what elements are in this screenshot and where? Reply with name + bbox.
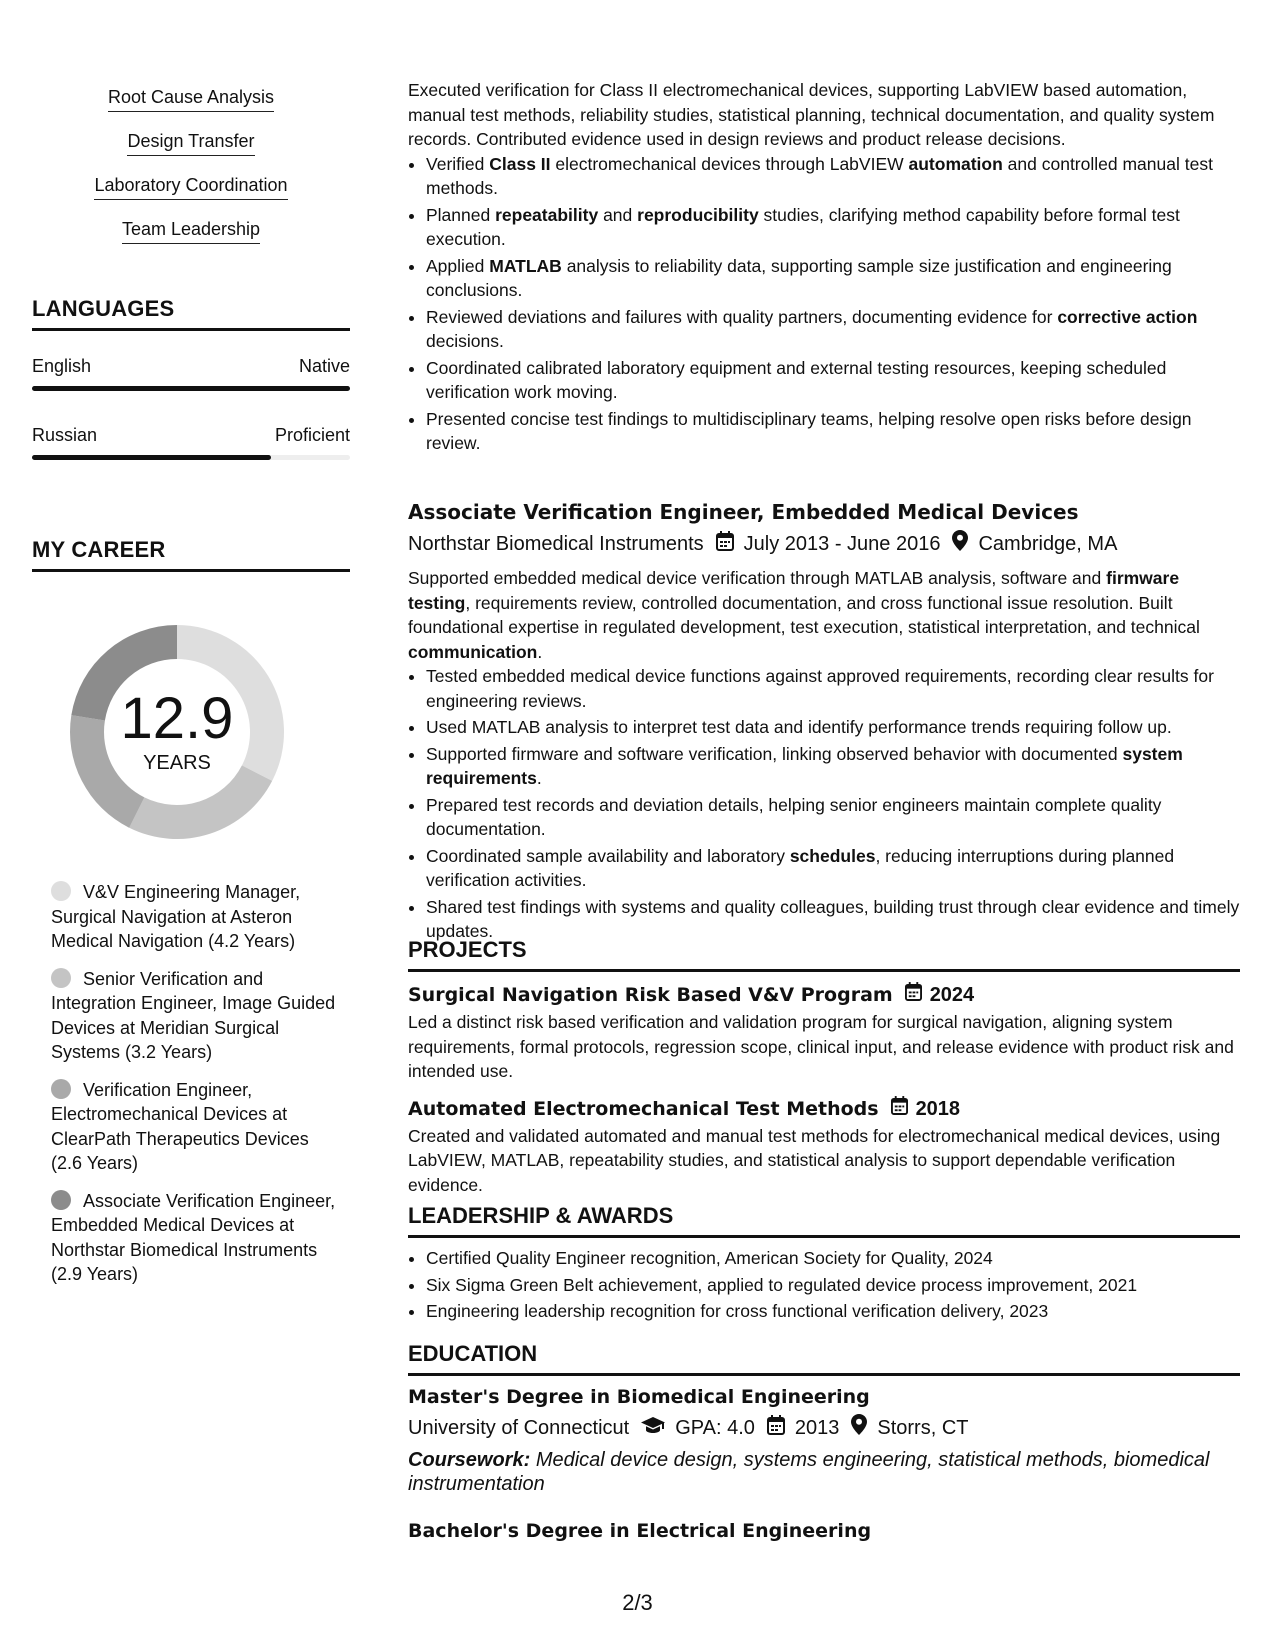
page-number: 2/3 <box>622 1590 653 1615</box>
legend-label: V&V Engineering Manager, Surgical Navigation at Asteron Medical Navigation (4.2 Years) <box>51 882 301 951</box>
leadership-section <box>408 1203 1240 1326</box>
job-bullets <box>408 664 1240 944</box>
bullet-item: • Prepared test records and deviation details, helping senior engineers maintain complete quality documentation. <box>426 793 1240 842</box>
job-meta <box>408 530 1240 558</box>
career-donut-chart <box>65 620 289 844</box>
calendar-icon <box>716 531 734 558</box>
graduation-year: 2013 <box>794 1417 840 1439</box>
legend-dot <box>51 881 71 901</box>
skill-item: Team Leadership <box>122 218 260 244</box>
project-description: Created and validated automated and manual test methods for electromechanical medical devices, using LabVIEW, MATLAB, repeatability studies, and statistical analysis to support dependable verification evidence. <box>408 1125 1221 1195</box>
language-bar <box>32 386 350 391</box>
projects-section <box>408 937 1240 1197</box>
job-dates: July 2013 - June 2016 <box>743 533 941 555</box>
project-item <box>408 1096 1240 1198</box>
job-company: Northstar Biomedical Instruments <box>408 533 704 555</box>
job-description: Executed verification for Class II electromechanical devices, supporting LabVIEW based automation, manual test methods, reliability studies, statistical planning, technical documentation, and quality system records. Contributed evidence used in design reviews and product release decisions. <box>408 80 1215 149</box>
legend-label: Verification Engineer, Electromechanical Devices at ClearPath Therapeutics Devices (2.6 Years) <box>51 1079 309 1173</box>
career-section <box>32 537 350 572</box>
school-name: University of Connecticut <box>408 1417 630 1439</box>
school-location: Storrs, CT <box>877 1417 969 1439</box>
language-item <box>32 355 350 391</box>
languages-title: LANGUAGES <box>32 296 350 331</box>
career-title: MY CAREER <box>32 537 350 572</box>
award-item: • Engineering leadership recognition for cross functional verification delivery, 2023 <box>426 1299 1240 1324</box>
bullet-item: • Reviewed deviations and failures with quality partners, documenting evidence for corrective action decisions. <box>426 305 1240 354</box>
calendar-icon <box>891 1096 908 1122</box>
bullet-item: • Supported firmware and software verification, linking observed behavior with documented system requirements. <box>426 742 1240 791</box>
project-year: 2024 <box>929 984 975 1006</box>
bullet-item: • Verified Class II electromechanical devices through LabVIEW automation and controlled manual test methods. <box>426 152 1240 201</box>
languages-section <box>32 296 350 460</box>
degree-title: Bachelor's Degree in Electrical Engineering <box>408 1520 872 1542</box>
legend-dot <box>51 1190 71 1210</box>
bullet-item: • Applied MATLAB analysis to reliability data, supporting sample size justification and engineering conclusions. <box>426 254 1240 303</box>
coursework-text: Medical device design, systems engineering, statistical methods, biomedical instrumentation <box>408 1449 1210 1495</box>
language-bar-fill <box>32 386 350 391</box>
award-item: • Certified Quality Engineer recognition, American Society for Quality, 2024 <box>426 1246 1240 1271</box>
bullet-item: • Shared test findings with systems and quality colleagues, building trust through clear evidence and timely updates. <box>426 895 1240 944</box>
legend-item <box>51 1078 341 1176</box>
leadership-title: LEADERSHIP & AWARDS <box>408 1203 1240 1238</box>
legend-item <box>51 880 341 954</box>
legend-dot <box>51 1079 71 1099</box>
bullet-item: • Planned repeatability and reproducibility studies, clarifying method capability before formal test execution. <box>426 203 1240 252</box>
coursework <box>408 1448 1240 1496</box>
bullet-item: • Coordinated sample availability and laboratory schedules, reducing interruptions during planned verification activities. <box>426 844 1240 893</box>
job-description: Supported embedded medical device verification through MATLAB analysis, software and firmware testing, requirements review, controlled documentation, and cross functional issue resolution. Built foundational expertise in regulated development, test execution, statistical interpretation, and technical communication. <box>408 568 1200 662</box>
education-meta <box>408 1414 1240 1442</box>
project-item <box>408 982 1240 1084</box>
bullet-item: • Tested embedded medical device functions against approved requirements, recording clear results for engineering reviews. <box>426 664 1240 713</box>
skill-item: Design Transfer <box>127 130 254 156</box>
career-total-years: 12.9 <box>120 686 234 751</box>
language-bar-fill <box>32 455 271 460</box>
calendar-icon <box>767 1415 785 1442</box>
coursework-label: Coursework: <box>408 1449 531 1471</box>
experience-continued <box>408 78 1240 458</box>
job-bullets <box>408 152 1240 456</box>
degree-title: Master's Degree in Biomedical Engineering <box>408 1386 870 1408</box>
awards-list <box>408 1246 1240 1324</box>
language-name: Russian <box>32 425 98 445</box>
skill-item: Root Cause Analysis <box>108 86 274 112</box>
bullet-item: • Coordinated calibrated laboratory equipment and external testing resources, keeping scheduled verification work moving. <box>426 356 1240 405</box>
award-item: • Six Sigma Green Belt achievement, applied to regulated device process improvement, 2021 <box>426 1273 1240 1298</box>
language-bar <box>32 455 350 460</box>
gpa: GPA: 4.0 <box>675 1417 755 1439</box>
education-title: EDUCATION <box>408 1341 1240 1376</box>
project-name: Automated Electromechanical Test Methods <box>408 1097 879 1120</box>
project-year: 2018 <box>915 1097 961 1120</box>
skill-item: Laboratory Coordination <box>94 174 287 200</box>
project-name: Surgical Navigation Risk Based V&V Program <box>408 984 893 1006</box>
career-years-label: YEARS <box>143 752 211 774</box>
project-description: Led a distinct risk based verification and validation program for surgical navigation, aligning system requirements, formal protocols, regression scope, clinical input, and release evidence with product risk and intended use. <box>408 1012 1234 1081</box>
education-section <box>408 1341 1240 1544</box>
legend-item <box>51 967 341 1065</box>
map-pin-icon <box>952 530 968 558</box>
legend-label: Associate Verification Engineer, Embedded Medical Devices at Northstar Biomedical Instruments (2.9 Years) <box>51 1190 336 1284</box>
map-pin-icon <box>851 1414 867 1442</box>
job-title: Associate Verification Engineer, Embedded Medical Devices <box>408 500 1079 524</box>
projects-title: PROJECTS <box>408 937 1240 972</box>
language-level: Proficient <box>274 425 350 445</box>
job-entry <box>408 499 1240 946</box>
job-location: Cambridge, MA <box>978 533 1118 555</box>
legend-dot <box>51 968 71 988</box>
bullet-item: • Used MATLAB analysis to interpret test data and identify performance trends requiring follow up. <box>426 715 1240 740</box>
skills-list <box>32 86 350 262</box>
legend-item <box>51 1189 341 1287</box>
language-name: English <box>32 356 92 376</box>
legend-label: Senior Verification and Integration Engineer, Image Guided Devices at Meridian Surgical Systems (3.2 Years) <box>51 968 336 1062</box>
language-level: Native <box>298 356 350 376</box>
graduation-cap-icon <box>641 1415 665 1441</box>
bullet-item: • Presented concise test findings to multidisciplinary teams, helping resolve open risks before design review. <box>426 407 1240 456</box>
career-legend <box>51 880 341 1300</box>
calendar-icon <box>905 982 922 1008</box>
language-item <box>32 424 350 460</box>
